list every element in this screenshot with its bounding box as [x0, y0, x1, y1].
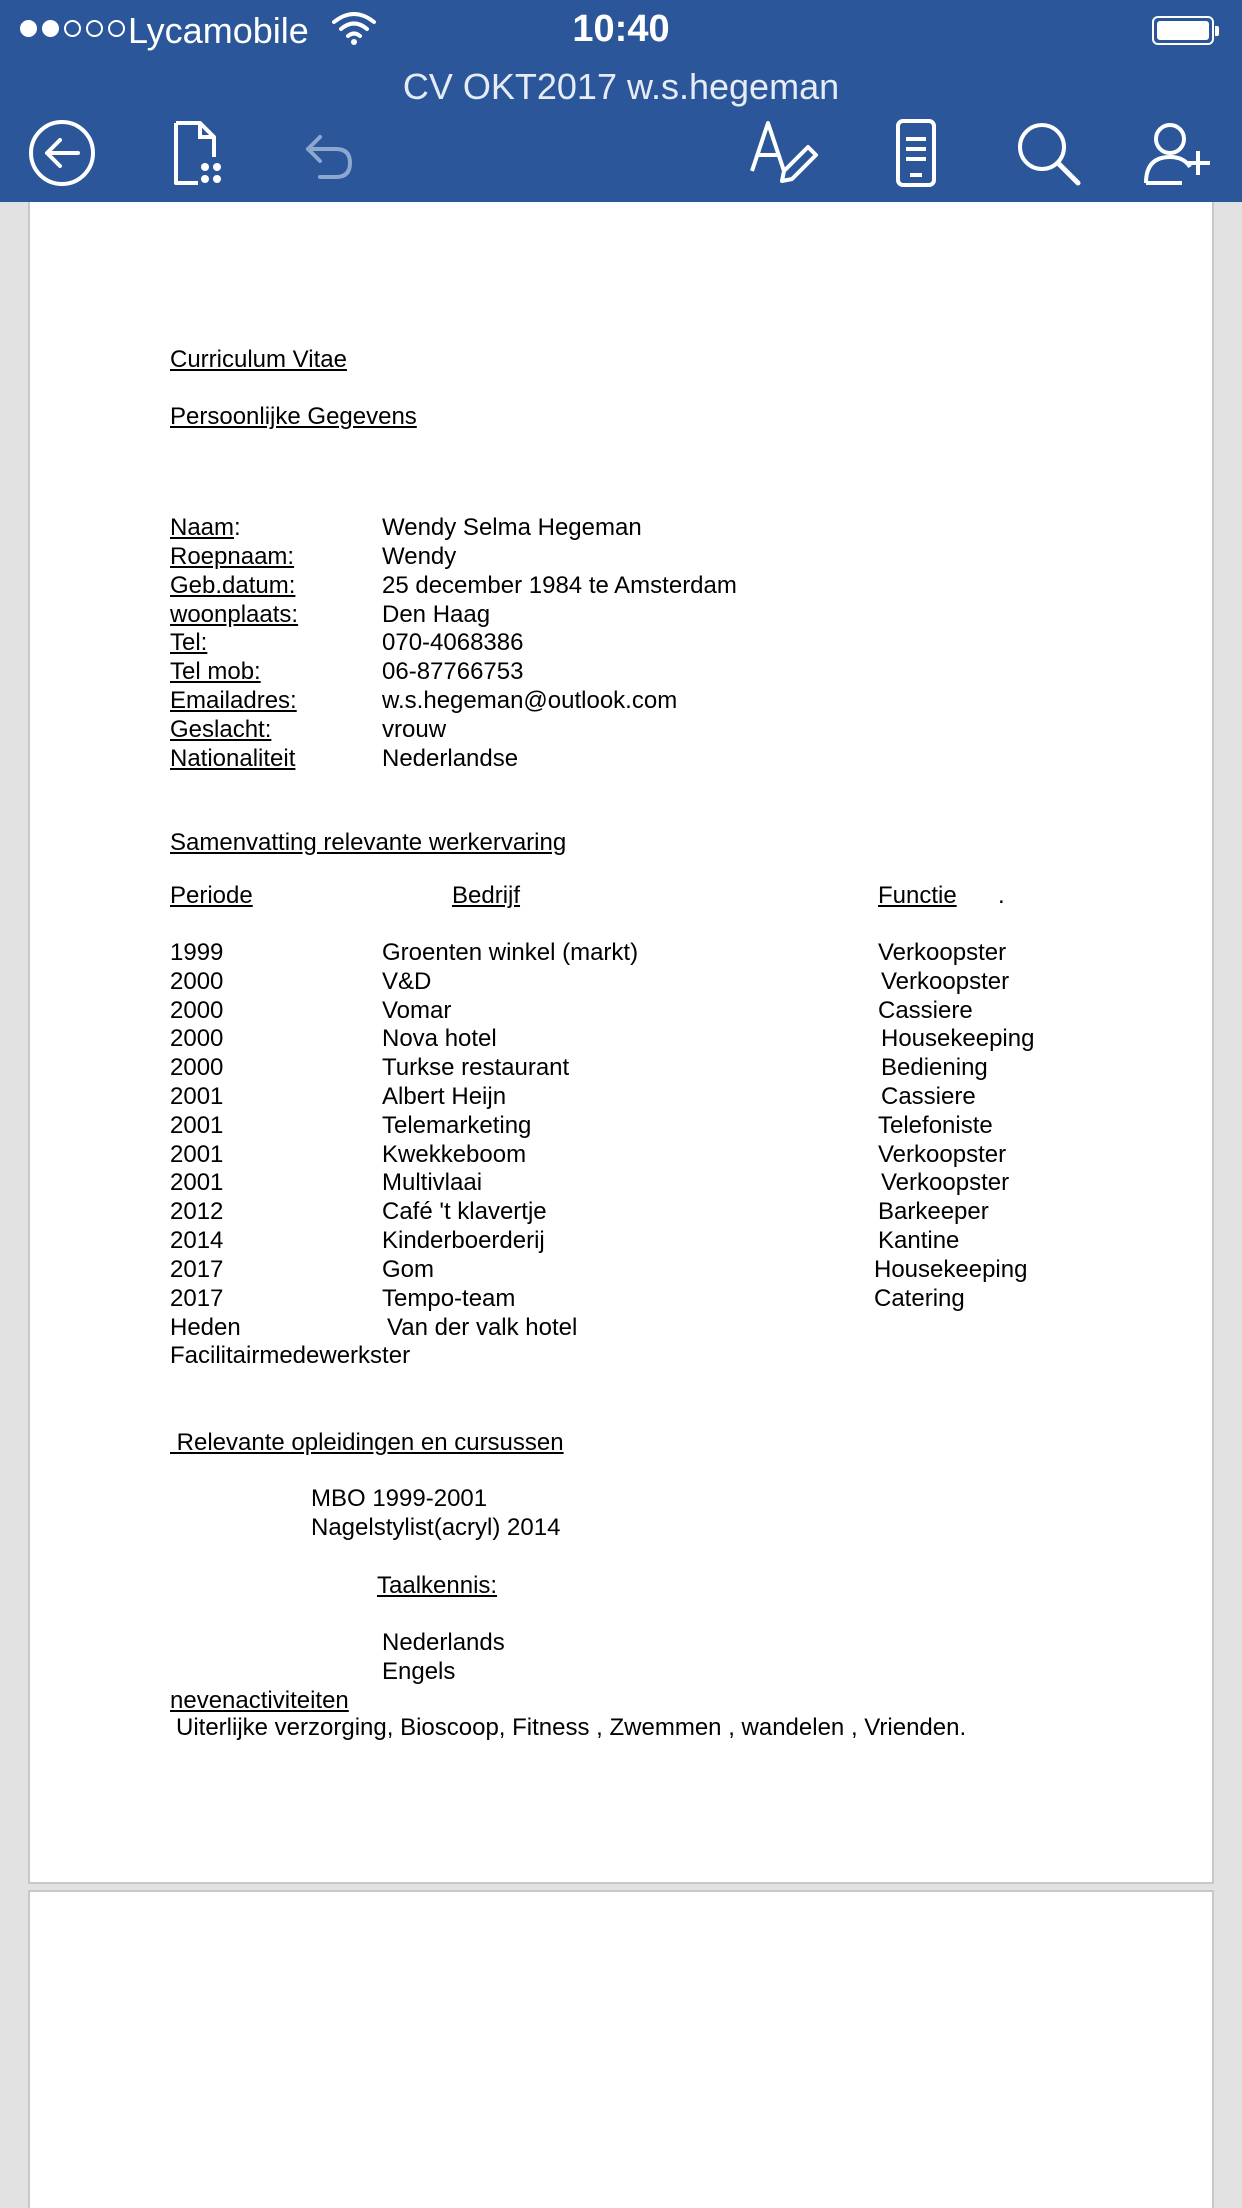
- work-company: Telemarketing: [382, 1112, 532, 1139]
- label-residence: woonplaats:: [170, 601, 299, 628]
- undo-button[interactable]: [288, 115, 364, 191]
- value-nationality: Nederlandse: [382, 745, 519, 772]
- app-header: [0, 0, 1242, 202]
- edit-text-icon: [748, 117, 820, 189]
- work-function: Housekeeping: [874, 1256, 1028, 1283]
- value-mobile: 06-87766753: [382, 658, 524, 685]
- work-function: Telefoniste: [878, 1112, 993, 1139]
- work-function: Bediening: [881, 1054, 988, 1081]
- work-period: 2014: [170, 1227, 224, 1254]
- value-gender: vrouw: [382, 716, 447, 743]
- work-function: Barkeeper: [878, 1198, 989, 1225]
- work-company: Nova hotel: [382, 1025, 497, 1052]
- value-residence: Den Haag: [382, 601, 491, 628]
- work-company: Multivlaai: [382, 1169, 483, 1196]
- value-email: w.s.hegeman@outlook.com: [382, 687, 678, 714]
- work-period: 2001: [170, 1112, 224, 1139]
- search-icon: [1012, 117, 1084, 189]
- work-period: 2000: [170, 968, 224, 995]
- current-job-period: Heden: [170, 1314, 241, 1341]
- document-page-2[interactable]: [28, 1890, 1214, 2208]
- status-time: 10:40: [572, 8, 670, 50]
- label-nickname: Roepnaam:: [170, 543, 295, 570]
- document-title: CV OKT2017 w.s.hegeman: [402, 66, 840, 107]
- back-icon: [26, 117, 98, 189]
- work-function: Cassiere: [881, 1083, 976, 1110]
- mobile-view-button[interactable]: [878, 115, 954, 191]
- languages-heading: Taalkennis:: [377, 1572, 498, 1599]
- work-company: Kwekkeboom: [382, 1141, 527, 1168]
- work-company: Gom: [382, 1256, 435, 1283]
- language-item: Nederlands: [382, 1629, 505, 1656]
- share-person-icon: [1142, 117, 1214, 189]
- work-period: 2000: [170, 997, 224, 1024]
- label-phone: Tel:: [170, 629, 208, 656]
- work-function: Verkoopster: [881, 968, 1010, 995]
- edit-text-button[interactable]: [746, 115, 822, 191]
- value-birthdate: 25 december 1984 te Amsterdam: [382, 572, 737, 599]
- label-nationality: Nationaliteit: [170, 745, 296, 772]
- work-function: Kantine: [878, 1227, 960, 1254]
- document-page[interactable]: [28, 202, 1214, 1884]
- value-nickname: Wendy: [382, 543, 457, 570]
- file-options-icon: [162, 117, 234, 189]
- work-function: Verkoopster: [881, 1169, 1010, 1196]
- work-period: 2001: [170, 1083, 224, 1110]
- label-email: Emailadres:: [170, 687, 297, 714]
- work-period: 2017: [170, 1256, 224, 1283]
- search-button[interactable]: [1010, 115, 1086, 191]
- share-button[interactable]: [1140, 115, 1216, 191]
- work-function: Housekeeping: [881, 1025, 1035, 1052]
- education-item: MBO 1999-2001: [311, 1485, 488, 1512]
- back-button[interactable]: [24, 115, 100, 191]
- personal-heading: Persoonlijke Gegevens: [170, 403, 417, 430]
- education-heading: Relevante opleidingen en cursussen: [170, 1429, 564, 1456]
- label-mobile: Tel mob:: [170, 658, 261, 685]
- work-company: Turkse restaurant: [382, 1054, 570, 1081]
- value-phone: 070-4068386: [382, 629, 524, 656]
- col-function: Functie .: [878, 882, 1005, 909]
- work-period: 2000: [170, 1025, 224, 1052]
- work-company: Albert Heijn: [382, 1083, 507, 1110]
- col-company: Bedrijf: [452, 882, 521, 909]
- work-period: 1999: [170, 939, 224, 966]
- undo-icon: [290, 117, 362, 189]
- work-function: Verkoopster: [878, 939, 1007, 966]
- label-birthdate: Geb.datum:: [170, 572, 296, 599]
- work-function: Cassiere: [878, 997, 973, 1024]
- value-name: Wendy Selma Hegeman: [382, 514, 642, 541]
- work-company: Tempo-team: [382, 1285, 516, 1312]
- label-name: Naam:: [170, 514, 241, 541]
- work-function: Verkoopster: [878, 1141, 1007, 1168]
- work-company: Kinderboerderij: [382, 1227, 545, 1254]
- work-company: Groenten winkel (markt): [382, 939, 639, 966]
- work-period: 2017: [170, 1285, 224, 1312]
- label-gender: Geslacht:: [170, 716, 272, 743]
- work-company: Vomar: [382, 997, 452, 1024]
- current-job-function: Facilitairmedewerkster: [170, 1342, 411, 1369]
- work-period: 2001: [170, 1169, 224, 1196]
- mobile-view-icon: [880, 117, 952, 189]
- col-period: Periode: [170, 882, 253, 909]
- battery-icon: [1152, 16, 1214, 45]
- status-bar: [0, 0, 1242, 60]
- cv-title: Curriculum Vitae: [170, 346, 347, 373]
- work-company: Café 't klavertje: [382, 1198, 547, 1225]
- current-job-company: Van der valk hotel: [387, 1314, 578, 1341]
- work-period: 2000: [170, 1054, 224, 1081]
- work-period: 2012: [170, 1198, 224, 1225]
- hobbies-text: Uiterlijke verzorging, Bioscoop, Fitness , Zwemmen , wandelen , Vrienden.: [176, 1714, 967, 1741]
- language-item: Engels: [382, 1658, 456, 1685]
- work-heading: Samenvatting relevante werkervaring: [170, 829, 567, 856]
- file-options-button[interactable]: [160, 115, 236, 191]
- work-function: Catering: [874, 1285, 965, 1312]
- carrier-name: Lycamobile: [128, 10, 309, 51]
- work-period: 2001: [170, 1141, 224, 1168]
- education-item: Nagelstylist(acryl) 2014: [311, 1514, 561, 1541]
- work-company: V&D: [382, 968, 432, 995]
- hobbies-heading: nevenactiviteiten: [170, 1687, 349, 1714]
